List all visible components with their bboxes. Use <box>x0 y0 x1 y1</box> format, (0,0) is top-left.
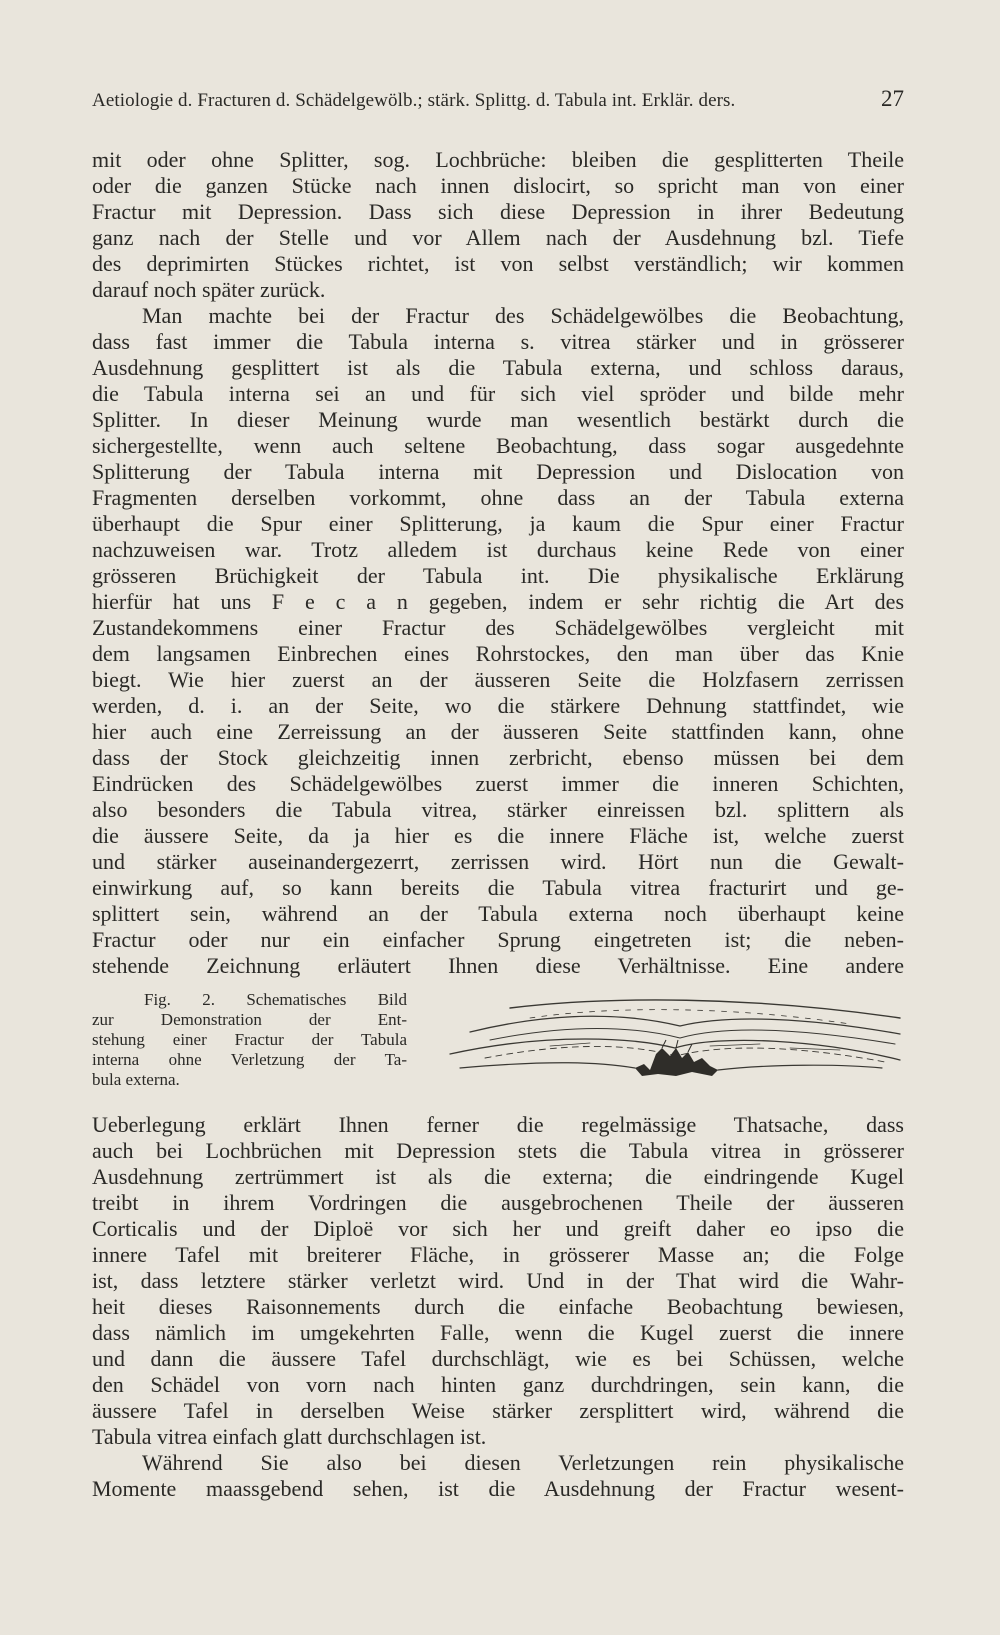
caption-line: interna ohne Verletzung der Ta- <box>92 1050 407 1069</box>
text-line: stehende Zeichnung erläutert Ihnen diese Verhältnisse. Eine andere <box>92 953 904 978</box>
text-line: äussere Tafel in derselben Weise stärker zersplittert wird, während die <box>92 1398 904 1423</box>
text-line: Splitterung der Tabula interna mit Depression und Dislocation von <box>92 459 904 484</box>
text-line: Ausdehnung zertrümmert ist als die externa; die eindringende Kugel <box>92 1164 904 1189</box>
text-line: Man machte bei der Fractur des Schädelgewölbes die Beobachtung, <box>142 303 904 328</box>
text-line: Tabula vitrea einfach glatt durchschlagen ist. <box>92 1424 487 1449</box>
text-line: mit oder ohne Splitter, sog. Lochbrüche: bleiben die gesplitterten Theile <box>92 147 904 172</box>
skull-fracture-drawing <box>430 996 904 1078</box>
text-line: Während Sie also bei diesen Verletzungen rein physikalische <box>142 1450 904 1475</box>
text-line: auch bei Lochbrüchen mit Depression stets die Tabula vitrea in grösserer <box>92 1138 904 1163</box>
text-line: nachzuweisen war. Trotz alledem ist durchaus keine Rede von einer <box>92 537 904 562</box>
text-line: ist, dass letztere stärker verletzt wird. Und in der That wird die Wahr- <box>92 1268 904 1293</box>
text-line: darauf noch später zurück. <box>92 277 326 302</box>
text-line: die äussere Seite, da ja hier es die innere Fläche ist, welche zuerst <box>92 823 904 848</box>
caption-line: Fig. 2. Schematisches Bild <box>144 990 407 1009</box>
text-line: oder die ganzen Stücke nach innen dislocirt, so spricht man von einer <box>92 173 904 198</box>
running-title: Aetiologie d. Fracturen d. Schädelgewölb.; stärk. Splittg. d. Tabula int. Erklär. ders. <box>92 90 736 111</box>
caption-line: bula externa. <box>92 1070 180 1089</box>
text-line: und dann die äussere Tafel durchschlägt, wie es bei Schüssen, welche <box>92 1346 904 1371</box>
body-text-top <box>92 147 904 979</box>
text-line: Splitter. In dieser Meinung wurde man wesentlich bestärkt durch die <box>92 407 904 432</box>
text-line: Fractur mit Depression. Dass sich diese Depression in ihrer Bedeutung <box>92 199 904 224</box>
text-line: hier auch eine Zerreissung an der äusseren Seite stattfinden kann, ohne <box>92 719 904 744</box>
text-line: treibt in ihrem Vordringen die ausgebrochenen Theile der äusseren <box>92 1190 904 1215</box>
text-line: Eindrücken des Schädelgewölbes zuerst immer die inneren Schichten, <box>92 771 904 796</box>
text-line: also besonders die Tabula vitrea, stärker einreissen bzl. splittern als <box>92 797 904 822</box>
text-line: Momente maassgebend sehen, ist die Ausdehnung der Fractur wesent- <box>92 1476 904 1501</box>
text-line: die Tabula interna sei an und für sich viel spröder und bilde mehr <box>92 381 904 406</box>
text-line: Corticalis und der Diploë vor sich her und greift daher eo ipso die <box>92 1216 904 1241</box>
caption-line: stehung einer Fractur der Tabula <box>92 1030 407 1049</box>
text-line: innere Tafel mit breiterer Fläche, in grösserer Masse an; die Folge <box>92 1242 904 1267</box>
text-line: splittert sein, während an der Tabula externa noch überhaupt keine <box>92 901 904 926</box>
text-line: werden, d. i. an der Seite, wo die stärkere Dehnung stattfindet, wie <box>92 693 904 718</box>
text-line: Fractur oder nur ein einfacher Sprung eingetreten ist; die neben- <box>92 927 904 952</box>
body-text-bottom <box>92 1112 904 1502</box>
text-line: grösseren Brüchigkeit der Tabula int. Die physikalische Erklärung <box>92 563 904 588</box>
text-line: ganz nach der Stelle und vor Allem nach der Ausdehnung bzl. Tiefe <box>92 225 904 250</box>
text-line: Fragmenten derselben vorkommt, ohne dass an der Tabula externa <box>92 485 904 510</box>
caption-line: zur Demonstration der Ent- <box>92 1010 407 1029</box>
running-header <box>92 86 904 116</box>
text-line: sichergestellte, wenn auch seltene Beobachtung, dass sogar ausgedehnte <box>92 433 904 458</box>
text-line: Zustandekommens einer Fractur des Schädelgewölbes vergleicht mit <box>92 615 904 640</box>
figure-2 <box>92 990 904 1090</box>
text-line: dass fast immer die Tabula interna s. vitrea stärker und in grösserer <box>92 329 904 354</box>
text-line: einwirkung auf, so kann bereits die Tabula vitrea fracturirt und ge- <box>92 875 904 900</box>
text-line: biegt. Wie hier zuerst an der äusseren Seite die Holzfasern zerrissen <box>92 667 904 692</box>
text-line: heit dieses Raisonnements durch die einfache Beobachtung bewiesen, <box>92 1294 904 1319</box>
text-line: dem langsamen Einbrechen eines Rohrstockes, den man über das Knie <box>92 641 904 666</box>
text-line: hierfür hat uns F e c a n gegeben, indem er sehr richtig die Art des <box>92 589 904 614</box>
page-number: 27 <box>881 86 904 111</box>
text-line: Ausdehnung gesplittert ist als die Tabula externa, und schloss daraus, <box>92 355 904 380</box>
text-line: Ueberlegung erklärt Ihnen ferner die regelmässige Thatsache, dass <box>92 1112 904 1137</box>
text-line: überhaupt die Spur einer Splitterung, ja kaum die Spur einer Fractur <box>92 511 904 536</box>
text-line: und stärker auseinandergezerrt, zerrissen wird. Hört nun die Gewalt- <box>92 849 904 874</box>
text-line: den Schädel von vorn nach hinten ganz durchdringen, sein kann, die <box>92 1372 904 1397</box>
figure-caption <box>92 990 407 1090</box>
text-line: des deprimirten Stückes richtet, ist von selbst verständlich; wir kommen <box>92 251 904 276</box>
text-line: dass nämlich im umgekehrten Falle, wenn die Kugel zuerst die innere <box>92 1320 904 1345</box>
text-line: dass der Stock gleichzeitig innen zerbricht, ebenso müssen bei dem <box>92 745 904 770</box>
